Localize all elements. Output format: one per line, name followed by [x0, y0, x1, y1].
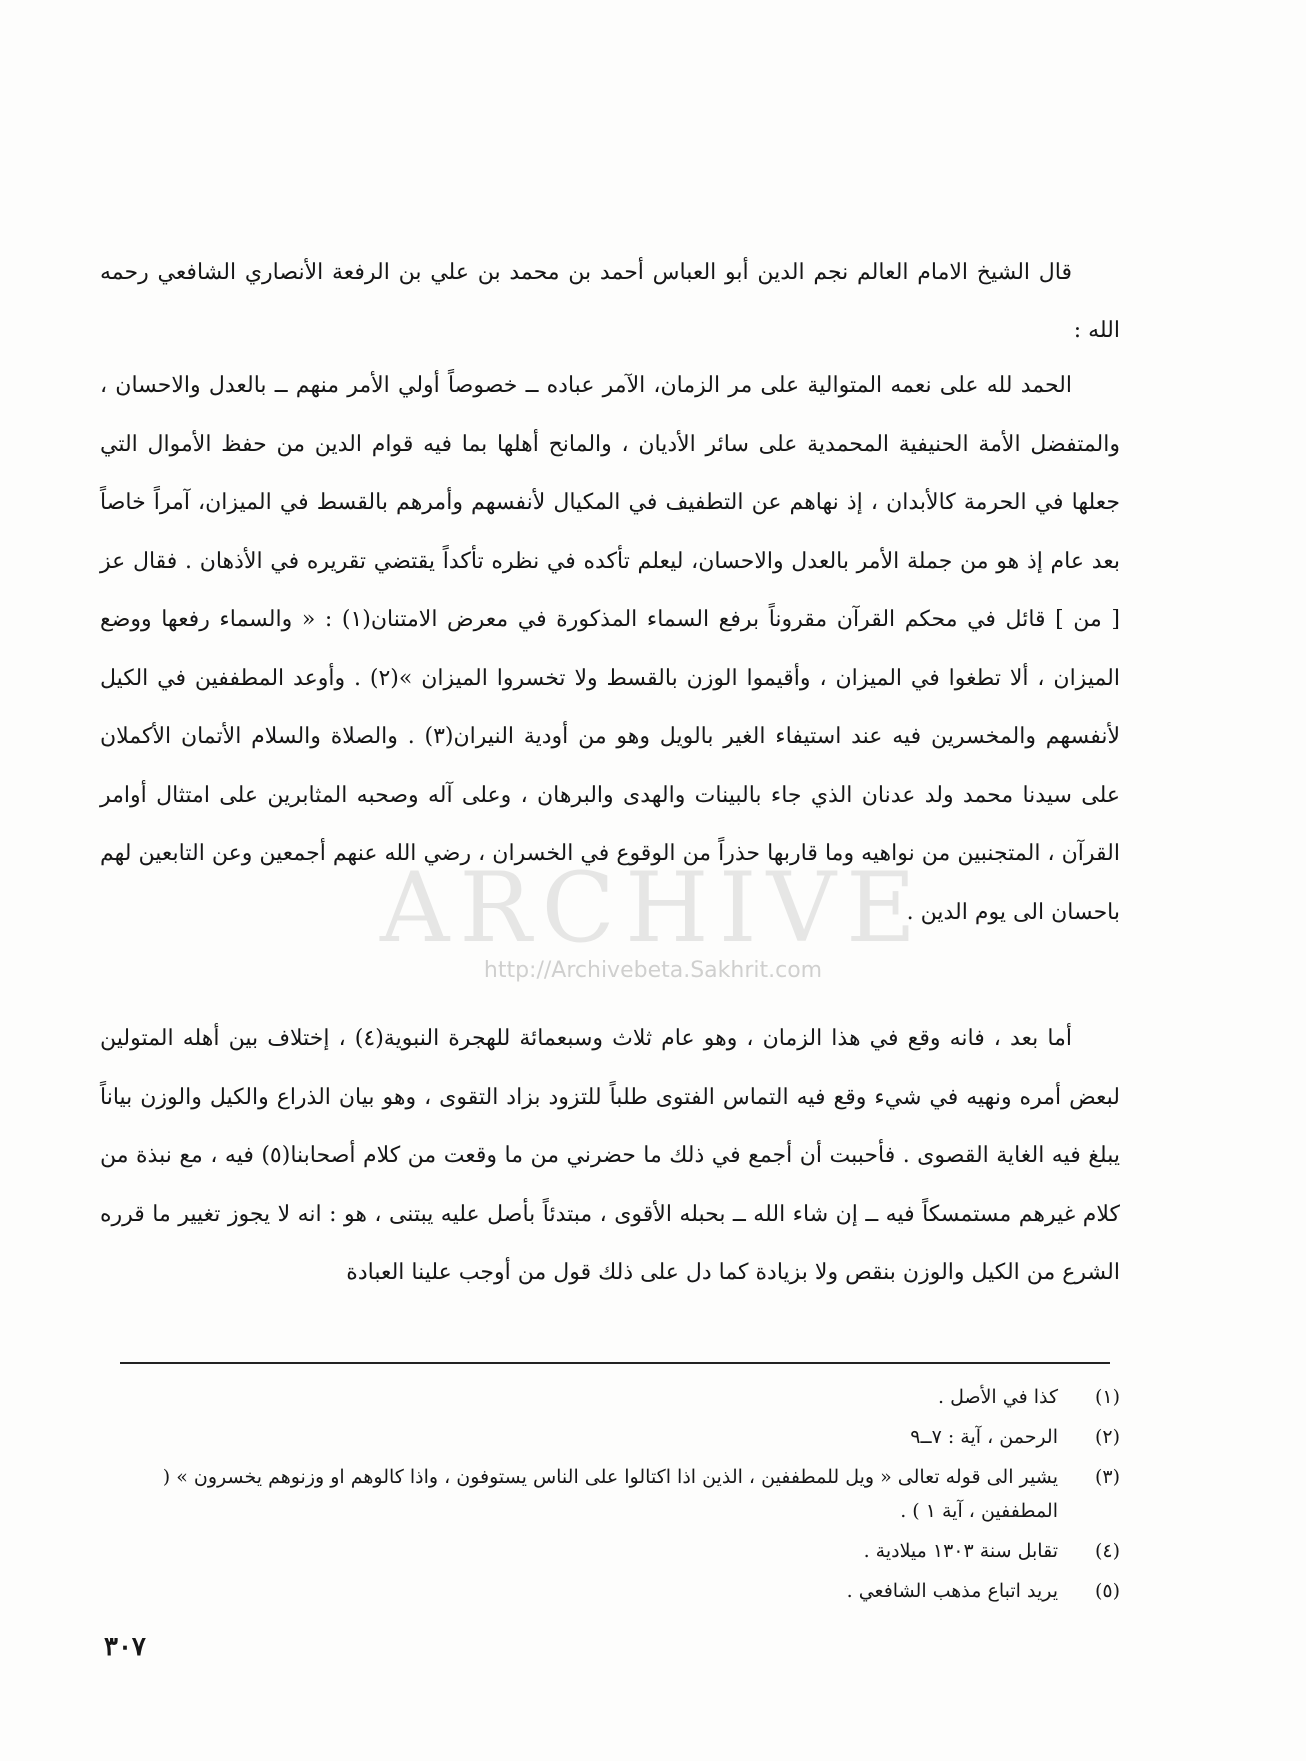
opening-praise-paragraph: الحمد لله على نعمه المتوالية على مر الزمان، الآمر عباده ــ خصوصاً أولي الأمر منهم ــ بالعدل والاحسان ، والمتفضل الأمة الحنيفية المحمدية على سائر الأديان ، والمانح أهلها بما فيه قوام الدين من حفظ الأموال التي جعلها في الحرمة كالأبدان ، إذ نهاهم عن التطفيف في المكيال لأنفسهم وأمرهم بالقسط في الميزان، آمراً خاصاً بعد عام إذ هو من جملة الأمر بالعدل والاحسان، ليعلم تأكده في نظره تأكداً يقتضي تقريره في الأذهان . فقال عز [ من ] قائل في محكم القرآن مقروناً برفع السماء المذكورة في معرض الامتنان(١) : « والسماء رفعها ووضع الميزان ، ألا تطغوا في الميزان ، وأقيموا الوزن بالقسط ولا تخسروا الميزان »(٢) . وأوعد المطففين في الكيل لأنفسهم والمخسرين فيه عند استيفاء الغير بالويل وهو من أودية النيران(٣) . والصلاة والسلام الأتمان الأكملان على سيدنا محمد ولد عدنان الذي جاء بالبينات والهدى والبرهان ، وعلى آله وصحبه المثابرين على امتثال أوامر القرآن ، المتجنبين من نواهيه وما قاربها حذراً من الوقوع في الخسران ، رضي الله عنهم أجمعين وعن التابعين لهم باحسان الى يوم الدين .: [100, 373, 1120, 925]
footnote-item: [100, 1574, 1120, 1608]
archive-watermark-url: http://Archivebeta.Sakhrit.com: [483, 958, 823, 983]
footnote-divider: [120, 1362, 1110, 1364]
archive-watermark-logo: ARCHIVE: [379, 852, 927, 964]
footnote-text: يريد اتباع مذهب الشافعي .: [846, 1580, 1058, 1602]
footnote-item: [100, 1460, 1120, 1528]
footnote-number: (١): [1094, 1386, 1120, 1408]
attribution-heading: قال الشيخ الامام العالم نجم الدين أبو العباس أحمد بن محمد بن علي بن الرفعة الأنصاري الشافعي رحمه الله :: [100, 260, 1120, 343]
footnotes-section: [100, 1380, 1120, 1614]
footnote-text: كذا في الأصل .: [937, 1386, 1058, 1408]
footnote-item: [100, 1420, 1120, 1454]
footnote-number: (٤): [1094, 1540, 1120, 1562]
footnote-text: الرحمن ، آية : ٧ــ٩: [910, 1426, 1058, 1448]
footnote-number: (٢): [1094, 1426, 1120, 1448]
footnote-text: تقابل سنة ١٣٠٣ ميلادية .: [863, 1540, 1058, 1562]
footnote-number: (٣): [1094, 1466, 1120, 1488]
footnote-item: [100, 1380, 1120, 1414]
main-body-paragraph: أما بعد ، فانه وقع في هذا الزمان ، وهو عام ثلاث وسبعمائة للهجرة النبوية(٤) ، إختلاف بين أهله المتولين لبعض أمره ونهيه في شيء وقع فيه التماس الفتوى طلباً للتزود بزاد التقوى ، وهو بيان الذراع والكيل والوزن بياناً يبلغ فيه الغاية القصوى . فأحببت أن أجمع في ذلك ما حضرني من ما وقعت من كلام أصحابنا(٥) فيه ، مع نبذة من كلام غيرهم مستمسكاً فيه ــ إن شاء الله ــ بحبله الأقوى ، مبتدئاً بأصل عليه يبتنى ، هو : انه لا يجوز تغيير ما قرره الشرع من الكيل والوزن بنقص ولا بزيادة كما دل على ذلك قول من أوجب علينا العبادة: [100, 1026, 1120, 1285]
footnote-item: [100, 1534, 1120, 1568]
footnote-text: يشير الى قوله تعالى « ويل للمطففين ، الذين اذا اكتالوا على الناس يستوفون ، واذا كالوهم او وزنوهم يخسرون » ( المطففين ، آية ١ ) .: [162, 1466, 1058, 1522]
page-number: ٣٠٧: [104, 1632, 146, 1662]
footnote-number: (٥): [1094, 1580, 1120, 1602]
